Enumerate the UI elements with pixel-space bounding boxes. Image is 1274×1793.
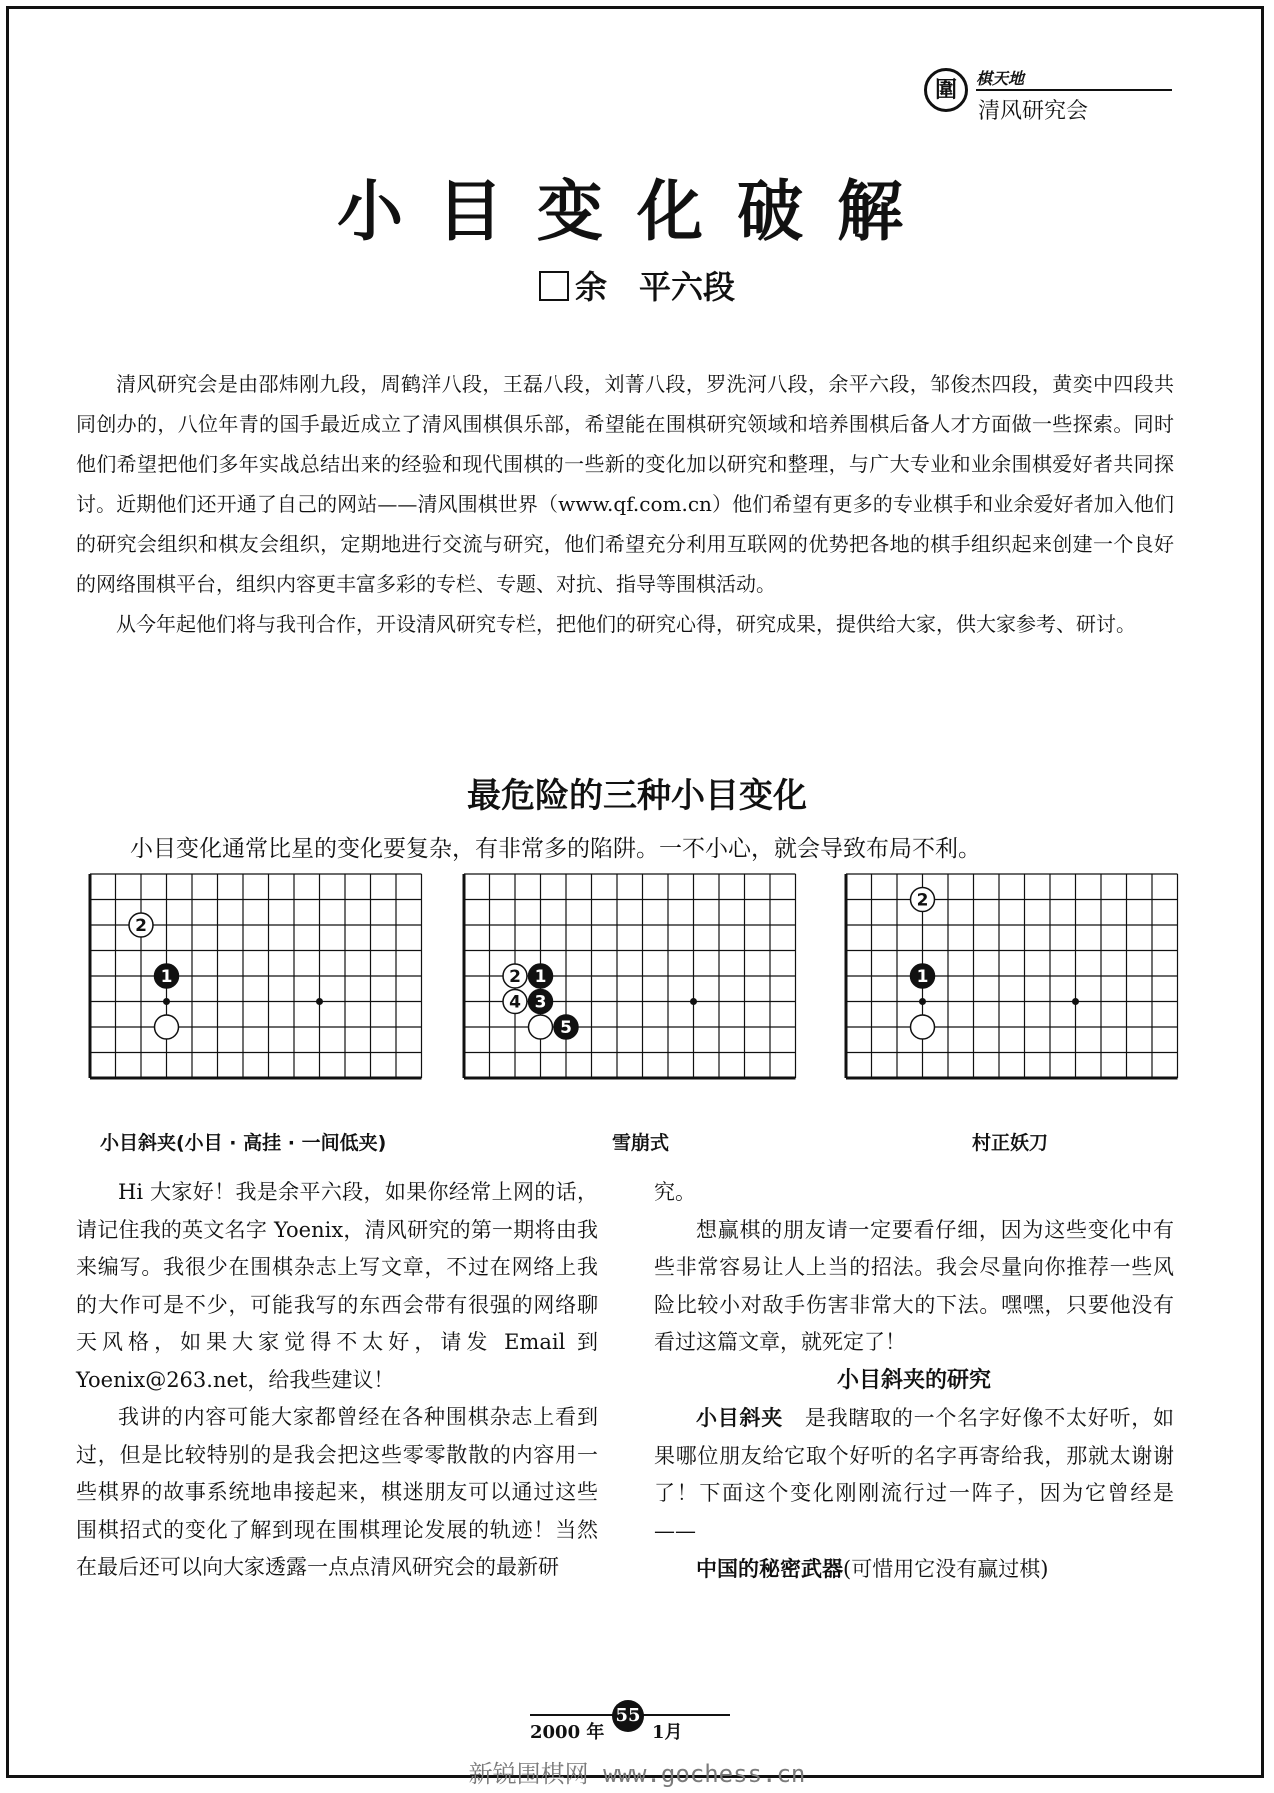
star-point (1072, 998, 1079, 1005)
white-stone (503, 964, 527, 988)
white-stone (529, 1015, 553, 1039)
section-lead: 小目变化通常比星的变化要复杂，有非常多的陷阱。一不小心，就会导致布局不利。 (130, 836, 981, 862)
black-stone (911, 964, 935, 988)
white-stone (503, 990, 527, 1014)
body-paragraph: Hi 大家好！我是余平六段，如果你经常上网的话，请记住我的英文名字 Yoenix，清风研究的第一期将由我来编写。我很少在围棋杂志上写文章，不过在网络上我的大作可是不少，可能我写的东西会带有很强的网络聊天风格，如果大家觉得不太好，请发 Email 到 Yoenix@263.net，给我些建议！ (76, 1180, 598, 1392)
body-continuation: 究。 (654, 1180, 696, 1204)
white-stone-disc (529, 1015, 553, 1039)
diagram-caption: 小目斜夹(小目 · 高挂 · 一间低夹) (100, 1132, 387, 1154)
star-point (919, 998, 926, 1005)
black-stone (529, 990, 553, 1014)
intro-paragraph: 清风研究会是由邵炜刚九段，周鹤洋八段，王磊八段，刘菁八段，罗洗河八段，余平六段，邹俊杰四段，黄奕中四段共同创办的，八位年青的国手最近成立了清风围棋俱乐部，希望能在围棋研究领域和培养围棋后备人才方面做一些探索。同时他们希望把他们多年实战总结出来的经验和现代围棋的一些新的变化加以研究和整理，与广大专业和业余围棋爱好者共同探讨。近期他们还开通了自己的网站——清风围棋世界（www.qf.com.cn）他们希望有更多的专业棋手和业余爱好者加入他们的研究会组织和棋友会组织，定期地进行交流与研究，他们希望充分利用互联网的优势把各地的棋手组织起来创建一个良好的网络围棋平台，组织内容更丰富多彩的专栏、专题、对抗、指导等围棋活动。 (76, 372, 1174, 596)
body-paragraph (654, 1399, 1174, 1550)
term-bold: 小目斜夹 (696, 1405, 784, 1430)
footer-month: 1月 (652, 1722, 683, 1743)
go-board (842, 870, 1190, 1104)
stone-move-number: 1 (916, 967, 929, 987)
black-stone (155, 964, 179, 988)
section-title: 最危险的三种小目变化 (467, 776, 807, 816)
black-stone (554, 1015, 578, 1039)
go-board (86, 870, 434, 1104)
intro-paragraph: 从今年起他们将与我刊合作，开设清风研究专栏，把他们的研究心得，研究成果，提供给大家，供大家参考、研讨。 (116, 612, 1136, 636)
term-text: 是我瞎取的一个名字好像不太好听，如果哪位朋友给它取个好听的名字再寄给我，那就太谢谢了！下面这个变化刚刚流行过一阵子，因为它曾经是—— (654, 1406, 1175, 1543)
stone-move-number: 2 (916, 890, 929, 911)
stone-move-number: 4 (509, 992, 521, 1013)
go-stone-logo-icon: 圍 (924, 68, 968, 112)
footer-year: 2000 年 (530, 1722, 605, 1743)
column-subtitle: 棋天地 (976, 69, 1025, 88)
stone-move-number: 1 (160, 967, 173, 987)
star-point (316, 998, 323, 1005)
column-header (924, 64, 1174, 124)
column-name: 清风研究会 (978, 99, 1089, 124)
stone-move-number: 2 (135, 916, 147, 936)
white-stone (911, 888, 935, 912)
stone-move-number: 5 (560, 1018, 572, 1038)
author-name: 余 平六段 (574, 268, 735, 306)
diagram-caption: 村正妖刀 (972, 1132, 1049, 1154)
white-stone (129, 913, 153, 937)
article-author (0, 262, 1274, 308)
go-diagram-2 (460, 870, 808, 1104)
black-stone (529, 964, 553, 988)
body-paragraph: 我讲的内容可能大家都曾经在各种围棋杂志上看到过，但是比较特别的是我会把这些零零散散的内容用一些棋界的故事系统地串接起来，棋迷朋友可以通过这些围棋招式的变化了解到现在围棋理论发展的轨迹！当然在最后还可以向大家透露一点点清风研究会的最新研 (76, 1405, 598, 1579)
body-left-column (76, 1174, 598, 1587)
go-board (460, 870, 808, 1104)
star-point (163, 998, 170, 1005)
stone-move-number: 1 (534, 967, 547, 987)
intro-text (76, 364, 1174, 644)
body-paragraph (654, 1550, 1174, 1589)
weapon-note: (可惜用它没有赢过棋) (843, 1557, 1049, 1581)
stone-move-number: 3 (534, 992, 547, 1013)
star-point (690, 998, 697, 1005)
diagram-caption: 雪崩式 (612, 1132, 670, 1154)
white-stone (155, 1015, 179, 1039)
white-stone-disc (911, 1015, 935, 1039)
stone-move-number: 2 (509, 967, 521, 987)
weapon-bold: 中国的秘密武器 (696, 1556, 843, 1581)
subsection-heading: 小目斜夹的研究 (836, 1367, 991, 1393)
watermark: 新锐围棋网 www.gochess.cn (468, 1760, 806, 1788)
white-stone-disc (155, 1015, 179, 1039)
body-right-column (654, 1174, 1174, 1589)
go-diagram-3 (842, 870, 1190, 1104)
body-paragraph: 想赢棋的朋友请一定要看仔细，因为这些变化中有些非常容易让人上当的招法。我会尽量向你推荐一些风险比较小对敌手伤害非常大的下法。嘿嘿，只要他没有看过这篇文章，就死定了！ (654, 1217, 1174, 1354)
go-diagram-1 (86, 870, 434, 1104)
page-number: 55 (612, 1700, 644, 1732)
author-box-icon (539, 271, 569, 301)
white-stone (911, 1015, 935, 1039)
column-rule (976, 89, 1172, 91)
page-footer (530, 1700, 730, 1743)
article-title: 小目变化破解 (337, 172, 937, 250)
